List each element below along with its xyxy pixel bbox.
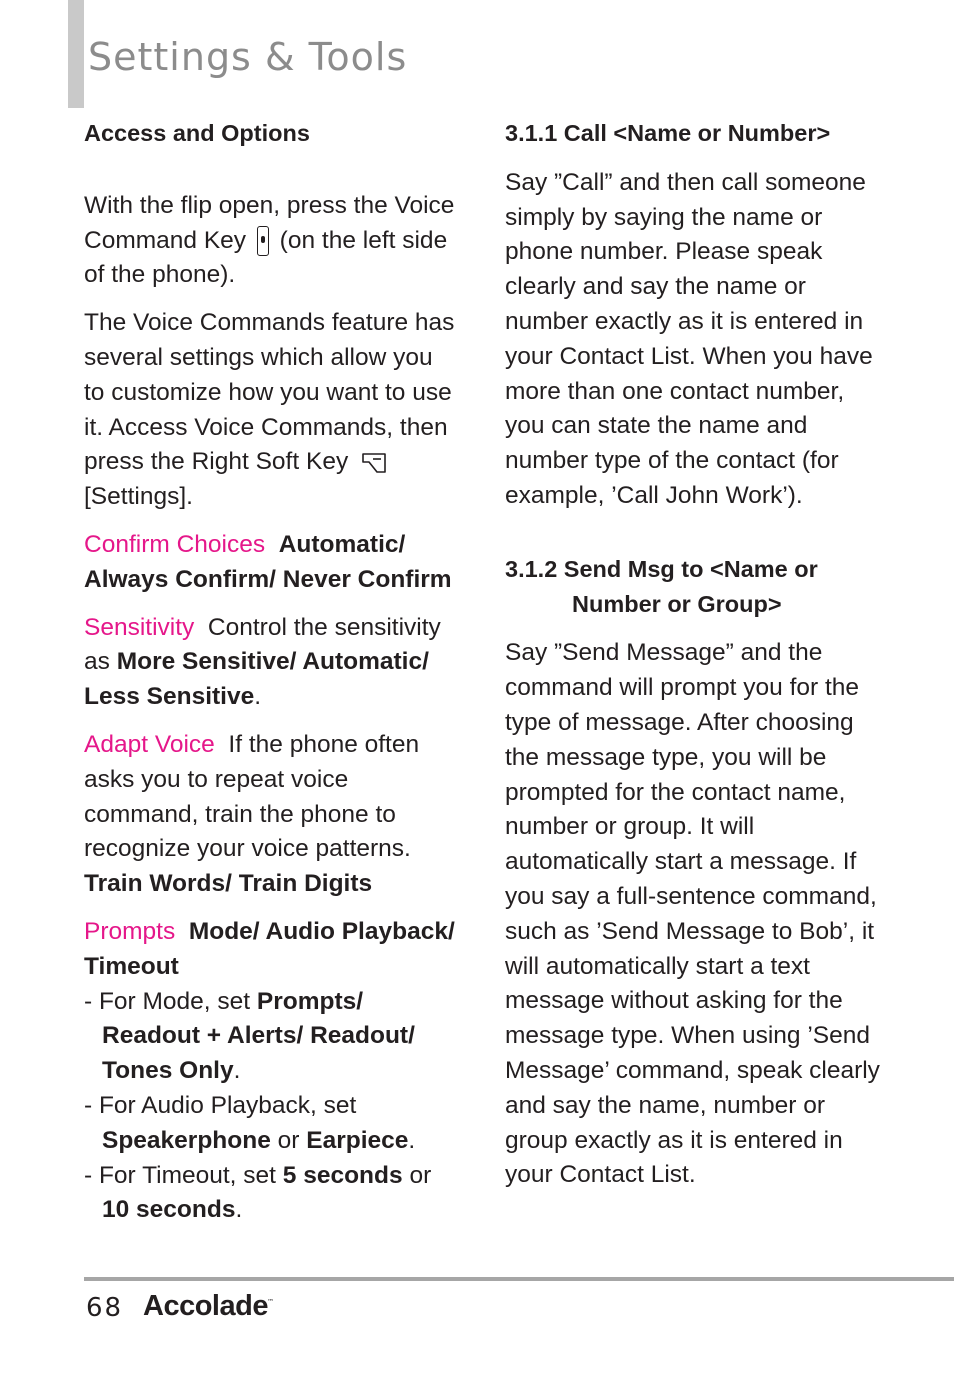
trademark-mark: ™ (267, 1298, 274, 1306)
setting-label: Prompts (84, 917, 176, 945)
paragraph-text: [Settings]. (84, 483, 193, 511)
paragraph-text: With the flip open, press the Voice Command Key (84, 191, 455, 254)
heading-line: 3.1.2 Send Msg to <Name or (505, 555, 818, 582)
item-text: - For Mode, set (84, 987, 251, 1015)
section-heading-call: 3.1.1 Call <Name or Number> (505, 120, 831, 146)
item-options: Speakerphone (102, 1126, 271, 1154)
setting-adapt-voice (84, 728, 456, 867)
setting-options: Automatic/ Always Confirm/ Never Confirm (84, 530, 452, 593)
page-number: 68 (86, 1293, 124, 1323)
paragraph-flip-open (84, 189, 456, 293)
item-options: Prompts/ Readout + Alerts/ Readout/ Tones Only (102, 987, 415, 1085)
prompts-audio-item (84, 1089, 456, 1159)
setting-text: Control the sensitivity as (84, 613, 441, 676)
item-text: - For Audio Playback, set (84, 1091, 357, 1119)
section-heading-send-msg (505, 552, 885, 622)
setting-label: Sensitivity (84, 613, 195, 641)
setting-options: More Sensitive/ Automatic/ Less Sensitive (84, 648, 429, 711)
item-text: . (235, 1196, 243, 1224)
left-column (84, 116, 456, 1228)
setting-options: Train Words/ Train Digits (84, 870, 373, 898)
heading-line: Number or Group> (572, 590, 782, 617)
setting-prompts (84, 915, 456, 985)
item-text: . (233, 1057, 241, 1085)
header-accent-bar (68, 0, 84, 108)
item-text: or (277, 1126, 300, 1154)
item-options: Earpiece (306, 1126, 409, 1154)
right-soft-key-icon (361, 450, 387, 476)
section-heading-access: Access and Options (84, 120, 310, 146)
setting-sensitivity (84, 611, 456, 715)
paragraph-voice-commands (84, 306, 456, 515)
setting-label: Confirm Choices (84, 530, 266, 558)
setting-confirm-choices (84, 528, 456, 598)
paragraph-call: Say ”Call” and then call someone simply by saying the name or phone number. Please speak clearly and say the name or number exactly as it is entered in your Contact List. When you have more than one contact number, you can state the name and number type of the contact (for example, ’Call John Work’). (505, 168, 873, 509)
item-text: . (408, 1126, 416, 1154)
paragraph-text: (on the left side of the phone). (84, 226, 448, 289)
prompts-mode-item (84, 985, 456, 1089)
item-text: or (409, 1161, 432, 1189)
item-options: 10 seconds (102, 1196, 236, 1224)
paragraph-send-msg: Say ”Send Message” and the command will prompt you for the type of message. After choosing the message type, you will be prompted for the contact name, number or group. It will automatically start a message. If you say a full-sentence command, such as ’Send Message to Bob’, it will automatically start a text message without asking for the message type. When using ’Send Message’ command, speak clearly and say the name, number or group exactly as it is entered in your Contact List. (505, 639, 880, 1189)
prompts-timeout-item (84, 1159, 456, 1229)
voice-command-key-icon (257, 226, 269, 256)
setting-options: Mode/ Audio Playback/ Timeout (84, 917, 455, 980)
brand-logo: Accolade (143, 1290, 268, 1322)
paragraph-text: The Voice Commands feature has several settings which allow you to customize how you want to use it. Access Voice Commands, then press the Right Soft Key (84, 309, 455, 476)
item-text: - For Timeout, set (84, 1161, 276, 1189)
setting-text: . (254, 683, 262, 711)
setting-label: Adapt Voice (84, 730, 215, 758)
setting-text: If the phone often asks you to repeat voice command, train the phone to recognize your voice patterns. (84, 730, 420, 863)
right-column (505, 116, 885, 1193)
item-options: 5 seconds (282, 1161, 403, 1189)
page-title: Settings & Tools (88, 35, 408, 79)
footer-divider (84, 1277, 954, 1281)
